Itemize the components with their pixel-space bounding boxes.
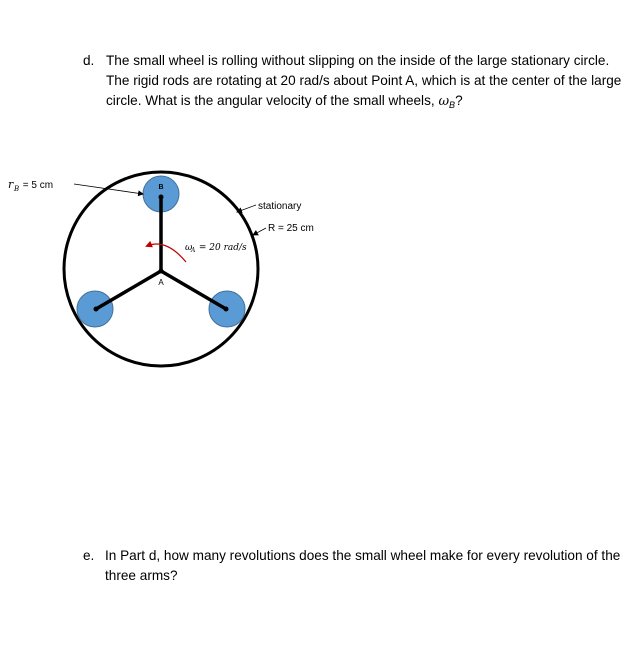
question-d-end: ? [455, 93, 463, 108]
question-e [83, 546, 633, 586]
rod-right [161, 271, 226, 309]
omega-a-subscript: A [191, 247, 196, 254]
omega-b-subscript: B [449, 100, 456, 110]
omega-a-symbol: ω [185, 243, 193, 253]
omega-b-symbol: ω [438, 94, 450, 109]
pin-left [94, 307, 99, 312]
question-d-text [106, 51, 628, 115]
rod-left [96, 271, 161, 309]
question-d [83, 51, 628, 115]
point-b-label: B [158, 184, 164, 191]
pin-right [224, 307, 229, 312]
radius-b-leader [74, 184, 143, 194]
stationary-label: stationary [258, 201, 302, 212]
point-a-label: A [158, 278, 164, 287]
pin-top [159, 195, 164, 200]
rotation-arrow [147, 244, 186, 262]
question-d-body: The small wheel is rolling without slipping on the inside of the large stationary circle. The rigid rods are rotating at 20 rad/s about Point A, which is at the center of the large circle. What is the angular velocity of the small wheels, [106, 53, 622, 108]
pin-center [159, 269, 164, 274]
planetary-wheel-diagram [0, 170, 639, 380]
radius-b-symbol: r [8, 178, 14, 191]
question-d-marker: d. [83, 53, 95, 68]
radius-b-value: = 5 cm [20, 180, 54, 191]
omega-a-value: = 20 rad/s [196, 243, 247, 253]
big-radius-leader [253, 228, 266, 235]
big-radius-label: R = 25 cm [268, 223, 314, 234]
question-e-marker: e. [83, 548, 95, 563]
question-e-text: In Part d, how many revolutions does the small wheel make for every revolution of the three arms? [105, 548, 621, 583]
radius-b-subscript: B [14, 185, 20, 193]
stationary-leader [237, 205, 256, 212]
